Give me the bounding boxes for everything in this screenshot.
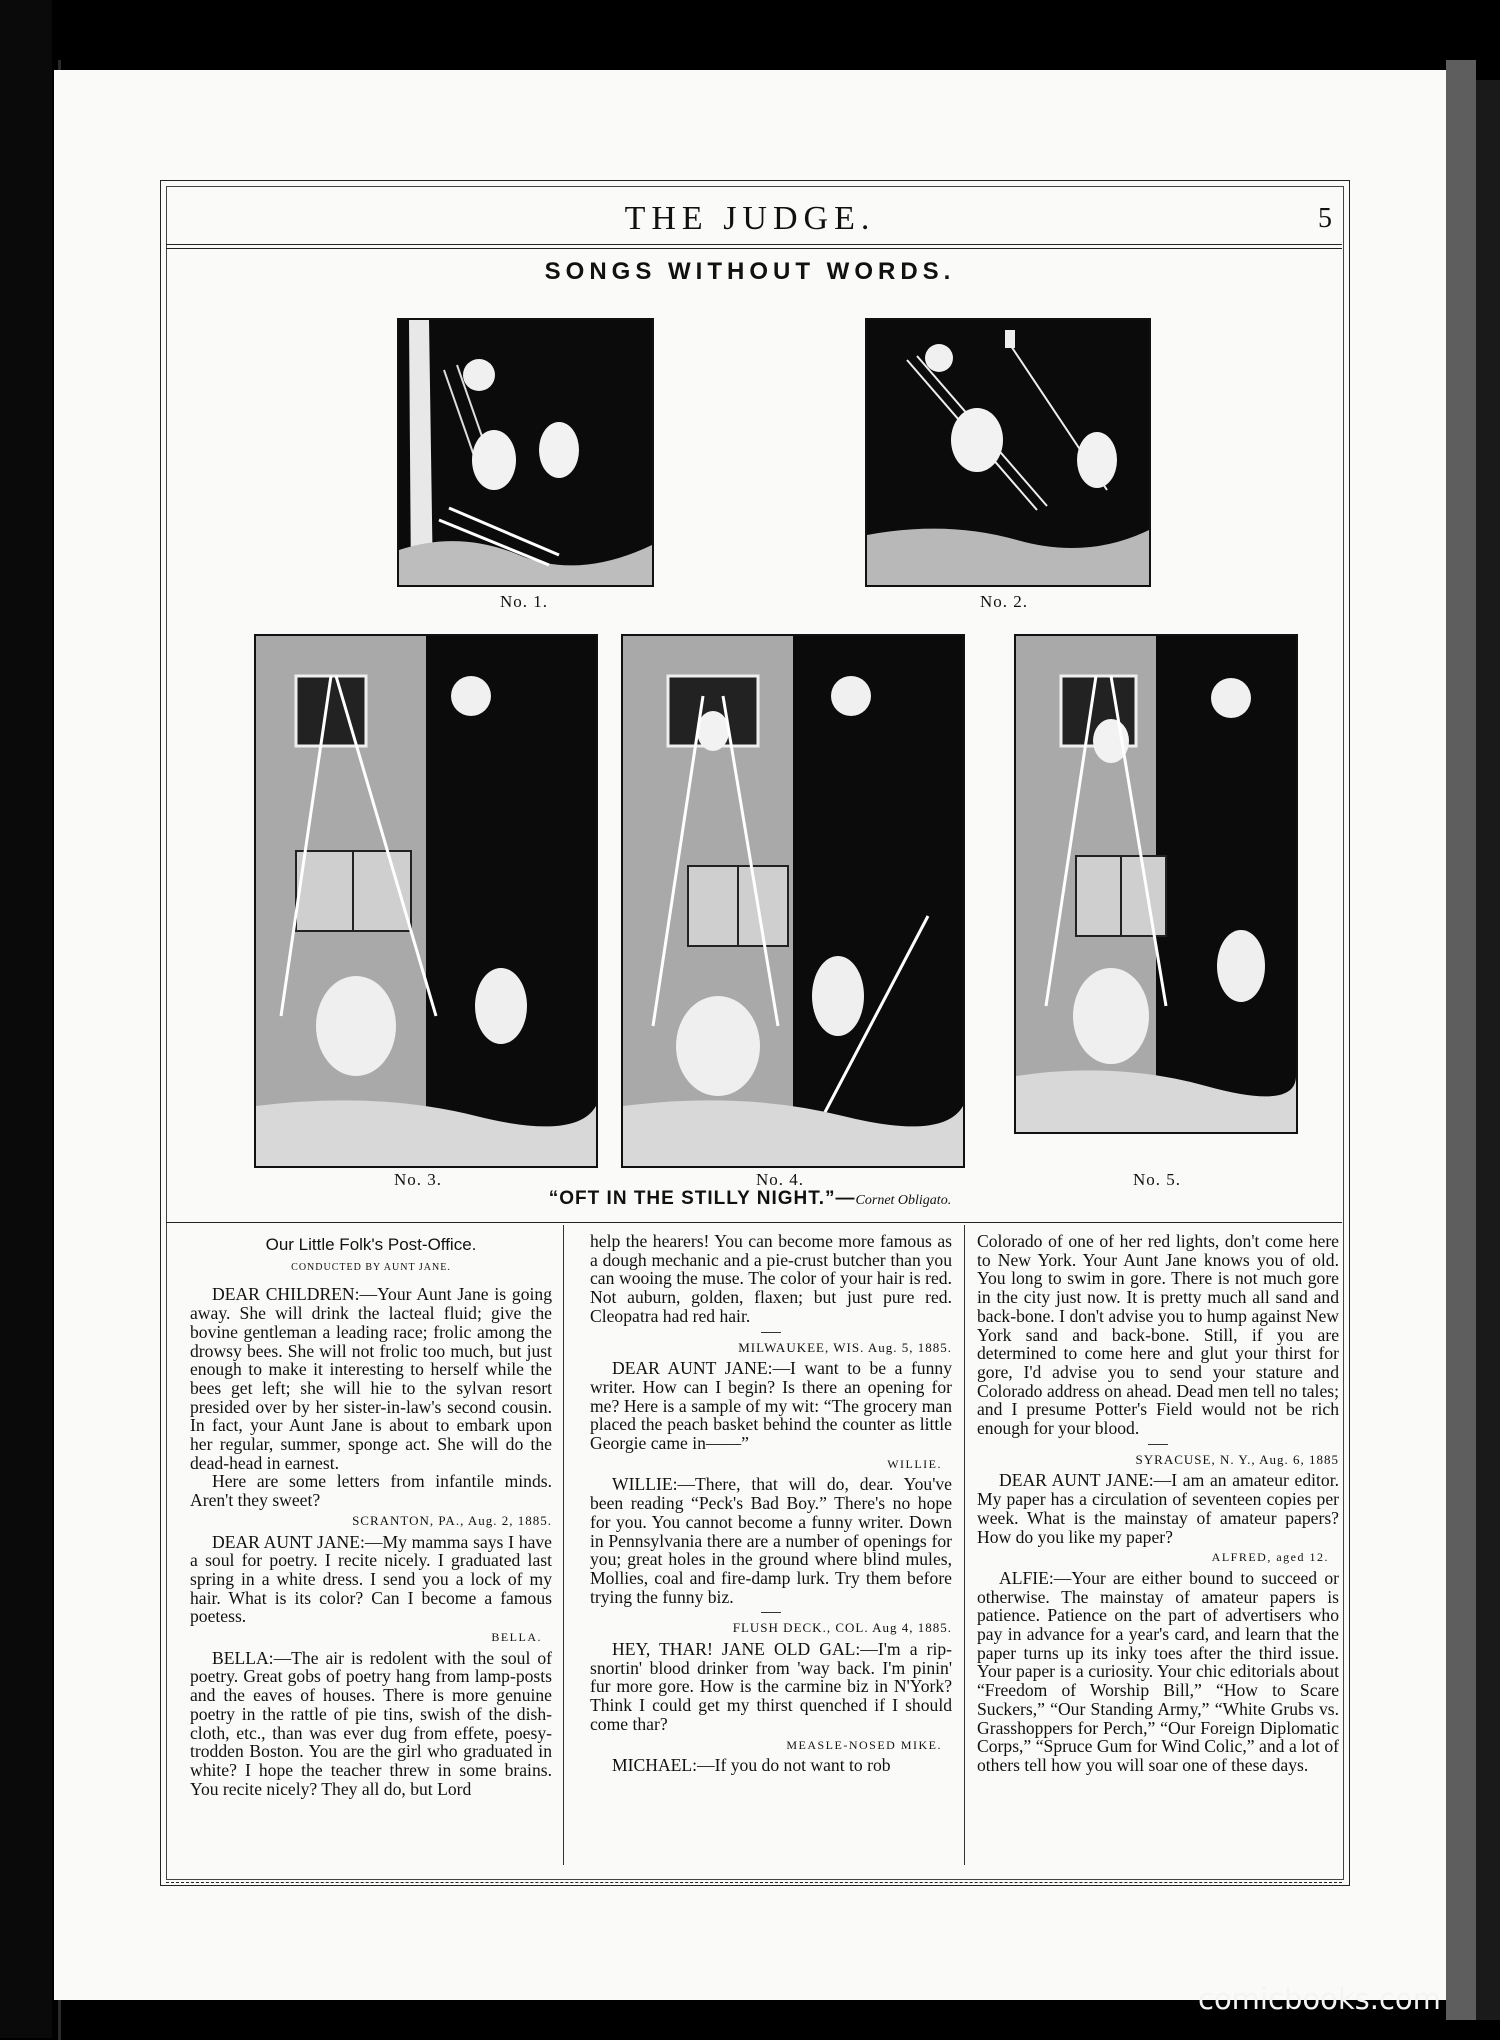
column1-paragraph-3: DEAR AUNT JANE:—My mamma says I have a soul for poetry. I recite nicely. I graduated last spring in a white dress. I send you a lock of my hair. What is its color? Can I become a famous poetess. [190,1531,552,1627]
article-byline: CONDUCTED BY AUNT JANE. [291,1261,451,1273]
column-2 [590,1232,952,1775]
separator [1148,1444,1168,1445]
column2-paragraph-2: DEAR AUNT JANE:—I want to be a funny writer. How can I begin? Is there an opening for me? Here is a sample of my wit: “The grocery man placed the peach basket behind the counter as little Georgie came in——” [590,1358,952,1454]
column2-paragraph-1: help the hearers! You can become more famous as a dough mechanic and a pie-crust butcher than you can wooing the muse. The color of your hair is red. Not auburn, golden, flaxen; but just pure red. Cleopatra had red hair. [590,1231,952,1326]
column1-paragraph-1: DEAR CHILDREN:—Your Aunt Jane is going away. She will drink the lacteal fluid; give the bovine gentleman a leading race; frolic among the drowsy bees. She will not frolic too much, but just enough to make it interesting to herself while the bees get left; she will hie to the sylvan resort presided over by her sister-in-law's second cousin. In fact, your Aunt Jane is about to embark upon her regular, summer, sponge act. She will do the dead-head in earnest. [190,1284,552,1473]
comic-panel-2 [865,318,1151,587]
panel-1-caption: No. 1. [500,592,549,611]
panel-4-caption: No. 4. [756,1170,805,1189]
masthead-rule-double [166,248,1342,249]
column2-paragraph-5: MICHAEL:—If you do not want to rob [612,1755,891,1776]
separator [761,1612,781,1613]
comic-subtitle [0,1188,1500,1210]
article-heading: Our Little Folk's Post-Office. [265,1235,477,1254]
column1-paragraph-4: BELLA:—The air is redolent with the soul of poetry. Great gobs of poetry hang from lamp-posts and the eaves of houses. There is more genuine poetry in the rattle of pie tins, swish of the dish-cloth, etc., than was ever dug from effete, poesy-trodden Boston. You are the girl who graduated in white? I hope the teacher threw in some brains. You recite nicely? They all do, but Lord [190,1647,552,1799]
column-1 [190,1232,552,1798]
panel-3-caption: No. 3. [394,1170,443,1189]
subtitle-credit: Cornet Obligato. [855,1193,952,1208]
article-top-rule [166,1222,1342,1223]
panel-5-caption: No. 5. [1133,1170,1182,1189]
comic-panel-1 [397,318,654,587]
masthead-rule [166,244,1342,245]
comic-panel-4-art [623,636,963,1166]
letter-dateline: MILWAUKEE, WIS. Aug. 5, 1885. [738,1339,952,1355]
column-divider-2 [964,1225,965,1865]
column3-paragraph-1: Colorado of one of her red lights, don't come here to New York. Your Aunt Jane knows you of old. You long to swim in gore. There is not much gore in the city just now. It is pretty much all sand and back-bone. I don't advise you to hump against New York sand and back-bone. Still, if you are determined to come here and glut your thirst for gore, I'd advise you to send your stature and Colorado address on ahead. Dead men tell no tales; and I presume Potter's Field would not be rich enough for your blood. [977,1231,1339,1439]
column1-paragraph-2: Here are some letters from infantile minds. Aren't they sweet? [190,1471,552,1511]
letter-dateline: FLUSH DECK., COL. Aug 4, 1885. [732,1620,952,1636]
column2-paragraph-4: HEY, THAR! JANE OLD GAL:—I'm a rip-snortin' blood drinker from 'way back. I'm pinin' fur more gore. How is the carmine biz in N'York? Think I could get my thirst quenched if I should come thar? [590,1639,952,1734]
masthead-title: THE JUDGE. [624,200,876,237]
comic-panel-1-art [399,320,652,585]
letter-signature: BELLA. [491,1630,542,1645]
column-3 [977,1232,1339,1775]
panel-2-caption: No. 2. [980,592,1029,611]
column-divider-1 [563,1225,564,1865]
comic-panel-3-art [256,636,596,1166]
page-number: 5 [1318,203,1332,234]
page-bottom-rule [166,1882,1342,1883]
comic-panel-4 [621,634,965,1168]
book-binding [0,0,52,2038]
page-edge [1446,60,1476,2020]
watermark: comicbooks.com [1198,1982,1441,2016]
book-cover-edge [1476,80,1500,2020]
letter-dateline: SYRACUSE, N. Y., Aug. 6, 1885 [1135,1451,1339,1467]
comic-panel-3 [254,634,598,1168]
letter-signature: ALFRED, aged 12. [1211,1550,1329,1565]
column2-paragraph-3: WILLIE:—There, that will do, dear. You've been reading “Peck's Bad Boy.” There's no hope for you. You cannot become a funny writer. Down in Pennsylvania there are a number of openings for you; great holes in the ground where blind mules, Mollies, coal and fire-damp lurk. Try them before trying the funny biz. [590,1474,952,1607]
separator [761,1332,781,1333]
column3-paragraph-2: DEAR AUNT JANE:—I am an amateur editor. My paper has a circulation of seventeen copies per week. What is the mainstay of amateur papers? How do you like my paper? [977,1470,1339,1547]
letter-signature: WILLIE. [887,1456,942,1471]
comic-panel-2-art [867,320,1149,585]
letter-dateline: SCRANTON, PA., Aug. 2, 1885. [352,1512,552,1528]
subtitle-main: “OFT IN THE STILLY NIGHT.”— [548,1188,856,1209]
letter-signature: MEASLE-NOSED MIKE. [786,1737,942,1752]
column3-paragraph-3: ALFIE:—Your are either bound to succeed or otherwise. The mainstay of amateur papers is patience. Patience on the part of advertisers who pay in advance for a year's card, and learn that the paper turns up its inky toes after the third issue. Your paper is a curiosity. Your chic editorials about “Freedom of Worship Bill,” “How to Scare Suckers,” “Our Standing Army,” “White Grubs vs. Grasshoppers for Perch,” “Our Foreign Diplomatic Corps,” “Spruce Gum for Wind Colic,” and a lot of others tell how you will soar one of these days. [977,1567,1339,1775]
comic-panel-5-art [1016,636,1296,1132]
comic-panel-5 [1014,634,1298,1134]
section-title: SONGS WITHOUT WORDS. [544,258,956,285]
